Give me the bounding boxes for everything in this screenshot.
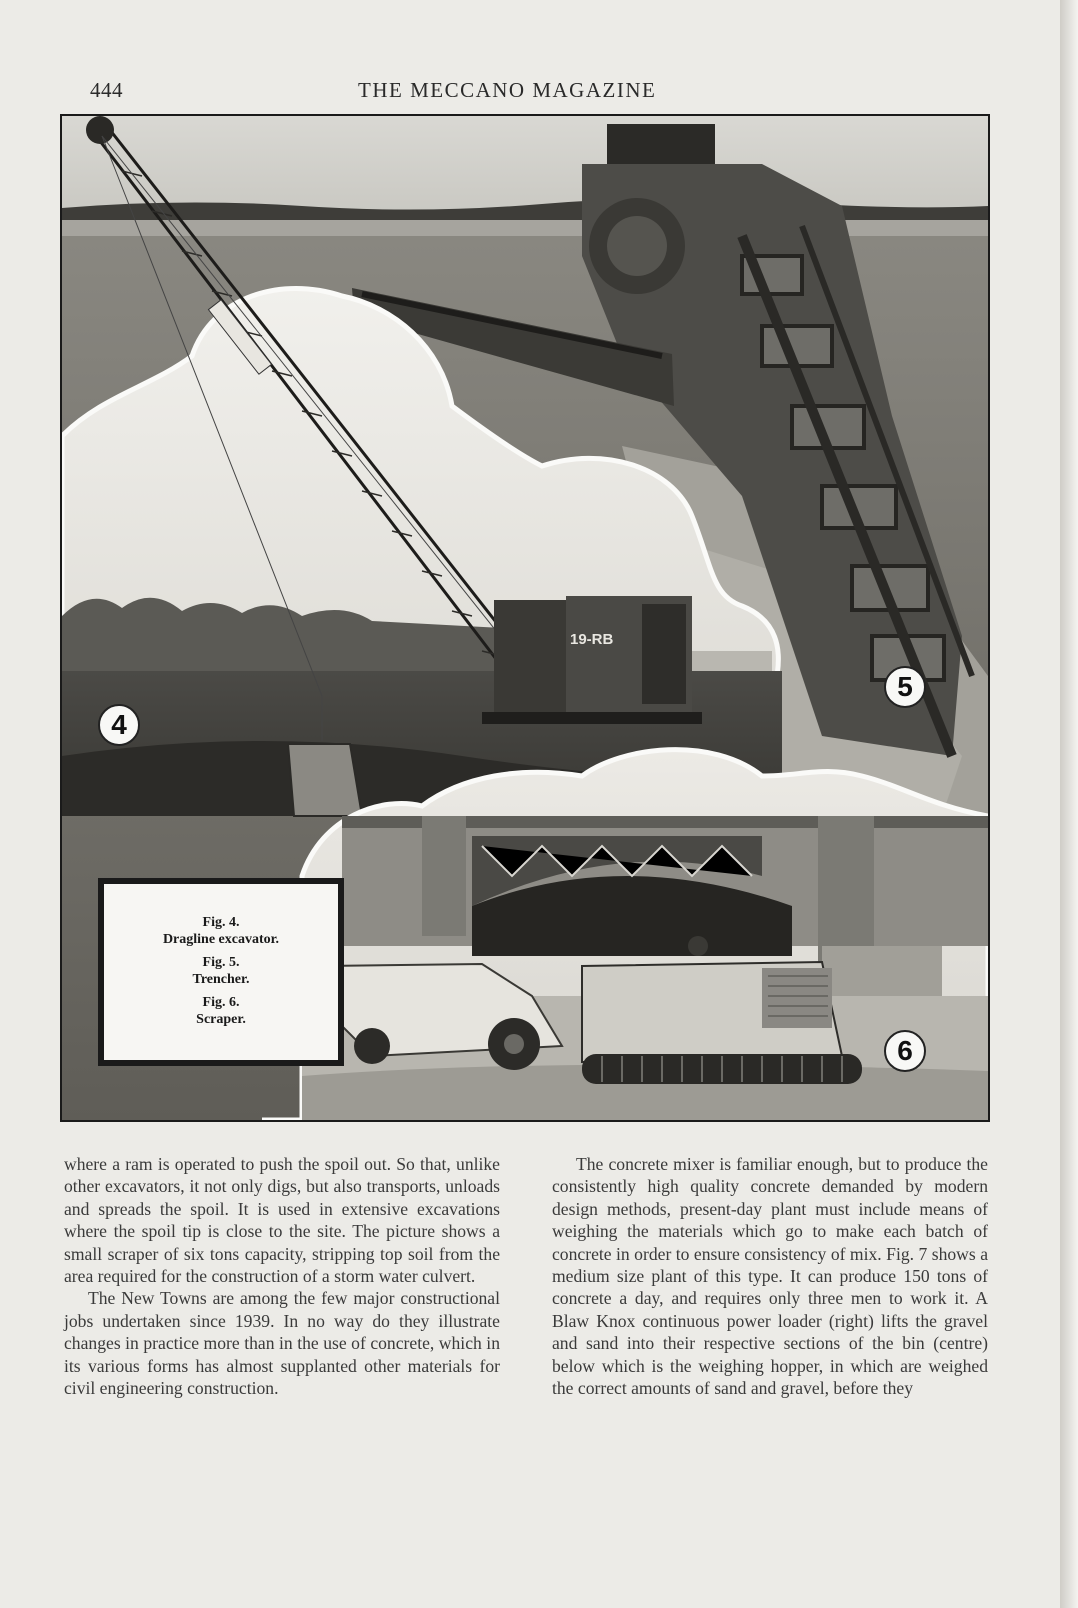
caption-fig-4: [104, 914, 338, 948]
machine-marking: 19-RB: [570, 631, 614, 648]
body-column-right: [552, 1153, 988, 1399]
figure-caption-box: [98, 878, 344, 1066]
caption-text: Dragline excavator.: [162, 932, 280, 947]
caption-label: Fig. 4.: [202, 915, 240, 930]
magazine-title: THE MECCANO MAGAZINE: [358, 78, 657, 102]
body-paragraph: where a ram is operated to push the spoil out. So that, unlike other excavators, it not only digs, but also transports, unloads and spreads the spoil. It is used in extensive excavations where the spoil tip is close to the site. The picture shows a small scraper of six tons capacity, stripping top soil from the area required for the construction of a storm water culvert.: [64, 1154, 500, 1287]
caption-text: Trencher.: [192, 972, 250, 987]
body-column-left: [64, 1153, 500, 1399]
photo-montage: [60, 114, 990, 1122]
caption-label: Fig. 5.: [202, 955, 240, 970]
caption-label: Fig. 6.: [202, 995, 240, 1010]
body-paragraph: The concrete mixer is familiar enough, but to produce the consistently high quality concrete demanded by modern design methods, present-day plant must include means of weighing the materials which go to make each batch of concrete in order to ensure consistency of mix. Fig. 7 shows a medium size plant of this type. It can produce 150 tons of concrete a day, and requires only three men to work it. A Blaw Knox continuous power loader (right) lifts the gravel and sand into their respective sections of the bin (centre) below which is the weighing hopper, in which are weighed the correct amounts of sand and gravel, before they: [552, 1154, 988, 1399]
page-number: 444: [90, 78, 123, 102]
caption-fig-6: [104, 994, 338, 1028]
caption-fig-5: [104, 954, 338, 988]
page-edge: [1060, 0, 1078, 1608]
page-header: [90, 78, 990, 108]
body-paragraph: The New Towns are among the few major constructional jobs undertaken since 1939. In no way do they illustrate changes in practice more than in the use of concrete, which in its various forms has almost supplanted other materials for civil engineering construction.: [64, 1288, 500, 1399]
figure-4-badge: 4: [98, 704, 140, 746]
figure-6-badge: 6: [884, 1030, 926, 1072]
figure-captions: [104, 884, 338, 1060]
figure-5-badge: 5: [884, 666, 926, 708]
caption-text: Scraper.: [196, 1012, 246, 1027]
